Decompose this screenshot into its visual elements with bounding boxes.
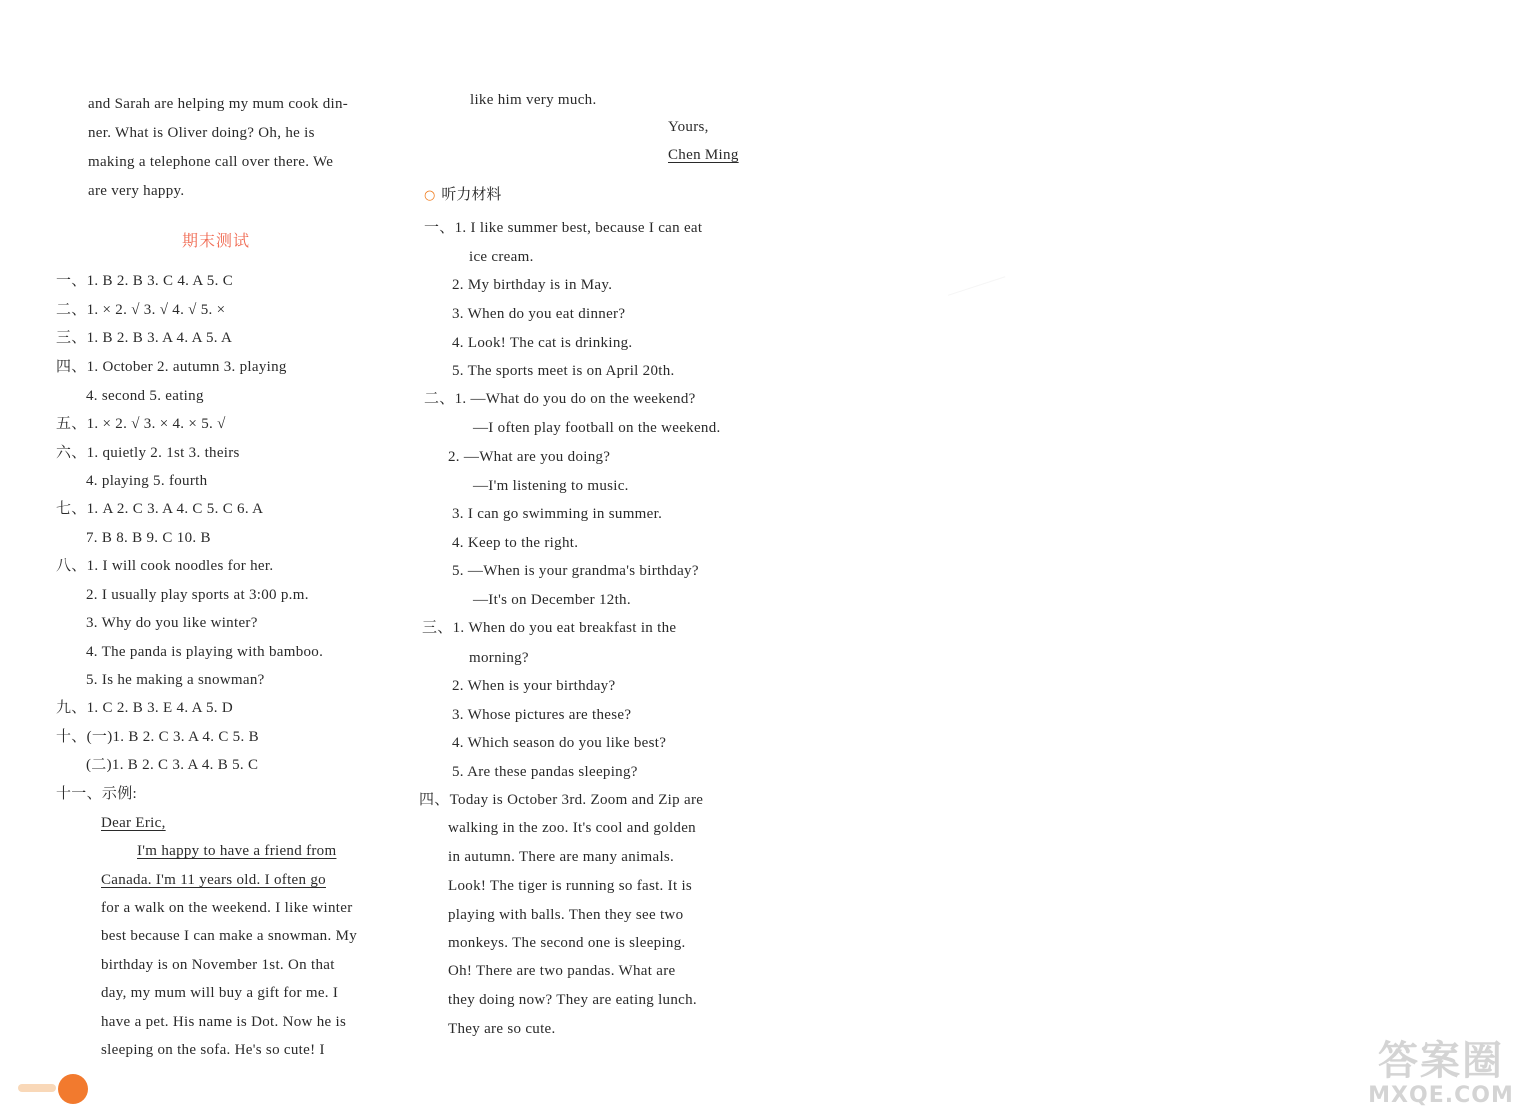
essay-line: like him very much. (470, 92, 597, 108)
listening-line: monkeys. The second one is sleeping. (448, 935, 686, 951)
listening-line: 二、1. —What do you do on the weekend? (424, 391, 696, 407)
listening-line: ice cream. (469, 249, 534, 265)
listening-line: 3. Whose pictures are these? (452, 707, 632, 723)
answer-line: 二、1. × 2. √ 3. √ 4. √ 5. × (56, 302, 226, 318)
watermark-url: MXQE.COM (1368, 1083, 1514, 1108)
listening-line: morning? (469, 650, 529, 666)
listening-line: —I often play football on the weekend. (473, 420, 721, 436)
watermark-logo: 答案圈 (1378, 1038, 1504, 1084)
essay-greeting: Dear Eric, (101, 815, 166, 831)
faint-mark (948, 276, 1012, 316)
listening-line: 3. When do you eat dinner? (452, 306, 626, 322)
listening-line: 4. Keep to the right. (452, 535, 579, 551)
text-line: and Sarah are helping my mum cook din- (88, 96, 349, 112)
essay-line: birthday is on November 1st. On that (101, 957, 335, 973)
essay-line: have a pet. His name is Dot. Now he is (101, 1014, 347, 1030)
answer-line: 八、1. I will cook noodles for her. (56, 558, 274, 574)
listening-line: 4. Look! The cat is drinking. (452, 335, 633, 351)
text-line: making a telephone call over there. We (88, 154, 334, 170)
listening-heading (424, 183, 501, 204)
answer-line: 五、1. × 2. √ 3. × 4. × 5. √ (56, 416, 226, 432)
listening-line: 三、1. When do you eat breakfast in the (422, 620, 677, 636)
answer-line: 四、1. October 2. autumn 3. playing (56, 359, 287, 375)
essay-line: I'm happy to have a friend from (137, 843, 337, 859)
answer-line: 十一、示例: (56, 786, 137, 802)
watermark (1356, 1039, 1526, 1108)
listening-line: 5. Are these pandas sleeping? (452, 764, 638, 780)
listening-heading-label: 听力材料 (441, 185, 502, 203)
listening-line: 4. Which season do you like best? (452, 735, 667, 751)
listening-line: —It's on December 12th. (473, 592, 631, 608)
page-corner-bar (18, 1084, 56, 1092)
essay-line: sleeping on the sofa. He's so cute! I (101, 1042, 325, 1058)
answer-line: 六、1. quietly 2. 1st 3. theirs (56, 445, 240, 461)
listening-line: —I'm listening to music. (473, 478, 629, 494)
essay-line: day, my mum will buy a gift for me. I (101, 985, 339, 1001)
text-line: ner. What is Oliver doing? Oh, he is (88, 125, 315, 141)
listening-line: 2. My birthday is in May. (452, 277, 613, 293)
answer-line: 4. playing 5. fourth (86, 473, 208, 489)
listening-line: 5. —When is your grandma's birthday? (452, 563, 699, 579)
answer-line: 九、1. C 2. B 3. E 4. A 5. D (56, 700, 233, 716)
page-badge (58, 1074, 88, 1104)
listening-line: Look! The tiger is running so fast. It is (448, 878, 693, 894)
answer-line: 三、1. B 2. B 3. A 4. A 5. A (56, 330, 233, 346)
listening-line: 2. When is your birthday? (452, 678, 616, 694)
answer-line: 2. I usually play sports at 3:00 p.m. (86, 587, 309, 603)
text-line: are very happy. (88, 183, 185, 199)
answer-line: 十、(一)1. B 2. C 3. A 4. C 5. B (56, 729, 259, 745)
answer-line: 5. Is he making a snowman? (86, 672, 265, 688)
listening-line: 一、1. I like summer best, because I can eat (424, 220, 703, 236)
listening-line: 2. —What are you doing? (448, 449, 611, 465)
headphone-icon: ○ (424, 188, 436, 203)
letter-closing: Yours, (668, 119, 709, 135)
essay-line: for a walk on the weekend. I like winter (101, 900, 353, 916)
answer-line: 4. The panda is playing with bamboo. (86, 644, 324, 660)
listening-line: 3. I can go swimming in summer. (452, 506, 663, 522)
answer-line: (二)1. B 2. C 3. A 4. B 5. C (86, 757, 259, 773)
listening-line: They are so cute. (448, 1021, 556, 1037)
answer-line: 七、1. A 2. C 3. A 4. C 5. C 6. A (56, 501, 264, 517)
essay-line: best because I can make a snowman. My (101, 928, 358, 944)
listening-line: in autumn. There are many animals. (448, 849, 675, 865)
listening-line: walking in the zoo. It's cool and golden (448, 820, 696, 836)
listening-line: 四、Today is October 3rd. Zoom and Zip are (419, 792, 704, 808)
answer-line: 一、1. B 2. B 3. C 4. A 5. C (56, 273, 233, 289)
letter-signature: Chen Ming (668, 147, 739, 163)
answer-line: 7. B 8. B 9. C 10. B (86, 530, 211, 546)
listening-line: 5. The sports meet is on April 20th. (452, 363, 675, 379)
listening-line: Oh! There are two pandas. What are (448, 963, 676, 979)
section-title: 期末测试 (182, 231, 251, 250)
essay-line: Canada. I'm 11 years old. I often go (101, 872, 326, 888)
answer-line: 4. second 5. eating (86, 388, 204, 404)
listening-line: playing with balls. Then they see two (448, 907, 684, 923)
answer-line: 3. Why do you like winter? (86, 615, 258, 631)
listening-line: they doing now? They are eating lunch. (448, 992, 697, 1008)
